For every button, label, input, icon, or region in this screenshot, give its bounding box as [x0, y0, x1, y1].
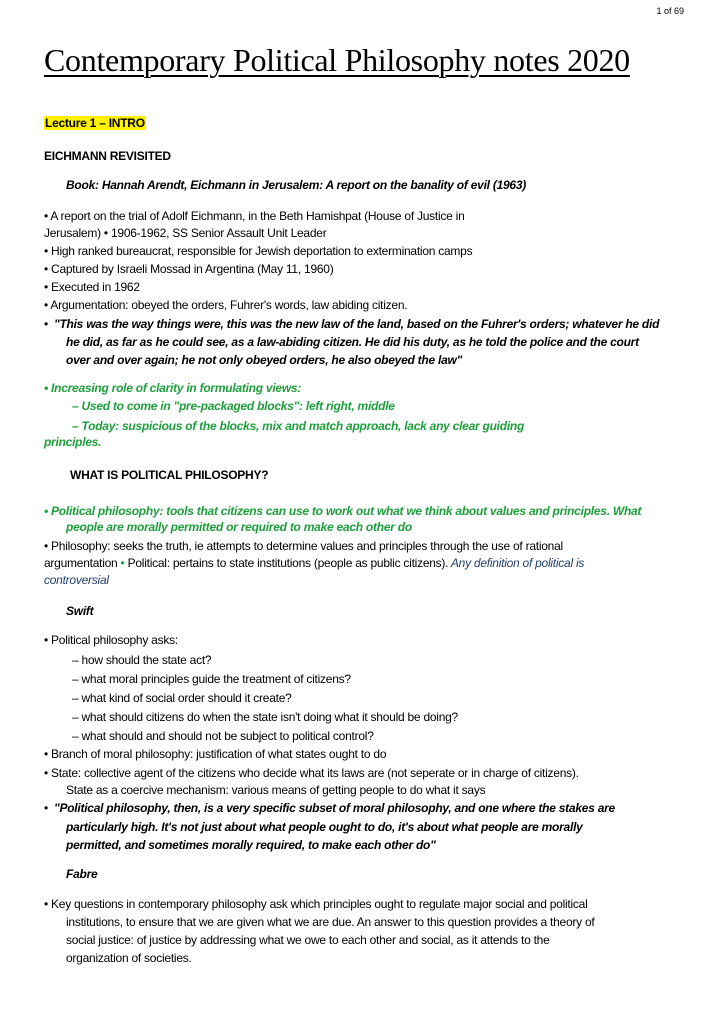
quote-bullet: •	[44, 801, 48, 815]
list-item: • Argumentation: obeyed the orders, Fuhrer's words, law abiding citizen.	[44, 298, 408, 312]
question-item: – what should citizens do when the state isn't doing what it should be doing?	[72, 710, 458, 724]
argumentation-text: argumentation	[44, 556, 118, 570]
swift-quote-line: permitted, and sometimes morally required, to make each other do"	[66, 838, 436, 852]
list-item: institutions, to ensure that we are given what we are due. An answer to this question provides a theory of	[66, 915, 595, 929]
controversial-note: Any definition of political is	[448, 556, 585, 570]
eichmann-quote-line: "This was the way things were, this was the new law of the land, based on the Fuhrer's orders; whatever he did	[54, 317, 660, 331]
question-item: – how should the state act?	[72, 653, 212, 667]
list-item: • Political philosophy asks:	[44, 633, 178, 647]
list-item: • A report on the trial of Adolf Eichmann, in the Beth Hamishpat (House of Justice in	[44, 209, 465, 223]
subheading-swift: Swift	[66, 604, 94, 618]
list-item: • Captured by Israeli Mossad in Argentina (May 11, 1960)	[44, 262, 334, 276]
list-item: organization of societies.	[66, 951, 192, 965]
green-note-line: • Increasing role of clarity in formulating views:	[44, 381, 302, 395]
quote-bullet: •	[44, 317, 48, 331]
philosophy-definition: • Philosophy: seeks the truth, ie attempts to determine values and principles through the use of rational	[44, 539, 563, 553]
green-definition-line: people are morally permitted or required to make each other do	[66, 520, 412, 534]
question-item: – what moral principles guide the treatment of citizens?	[72, 672, 351, 686]
book-reference: Book: Hannah Arendt, Eichmann in Jerusalem: A report on the banality of evil (1963)	[66, 178, 527, 192]
swift-quote-line: particularly high. It's not just about what people ought to do, it's about what people are morally	[66, 820, 583, 834]
list-item: State as a coercive mechanism: various means of getting people to do what it says	[66, 783, 486, 797]
lecture-label: Lecture 1 – INTRO	[45, 116, 145, 130]
list-item: • High ranked bureaucrat, responsible for Jewish deportation to extermination camps	[44, 244, 473, 258]
green-note-line: principles.	[44, 435, 102, 449]
section-heading-political-philosophy: WHAT IS POLITICAL PHILOSOPHY?	[70, 468, 269, 482]
bullet-glyph: •	[117, 556, 128, 570]
eichmann-quote-line: he did, as far as he could see, as a law-abiding citizen. He did his duty, as he told the police and the court	[66, 335, 639, 349]
green-note-line: – Used to come in "pre-packaged blocks": left right, middle	[72, 399, 395, 413]
list-item: Jerusalem) • 1906-1962, SS Senior Assault Unit Leader	[44, 226, 327, 240]
political-definition	[44, 555, 584, 571]
green-definition-line: • Political philosophy: tools that citizens can use to work out what we think about values and principles. What	[44, 504, 642, 518]
list-item: • State: collective agent of the citizens who decide what its laws are (not seperate or in charge of citizens).	[44, 766, 579, 780]
lecture-heading	[44, 115, 146, 131]
question-item: – what kind of social order should it create?	[72, 691, 292, 705]
subheading-fabre: Fabre	[66, 867, 98, 881]
list-item: • Executed in 1962	[44, 280, 140, 294]
document-title: Contemporary Political Philosophy notes 2020	[44, 42, 630, 78]
eichmann-quote-line: over and over again; he not only obeyed orders, he also obeyed the law"	[66, 353, 463, 367]
swift-quote-line: "Political philosophy, then, is a very specific subset of moral philosophy, and one where the stakes are	[54, 801, 615, 815]
section-heading-eichmann: EICHMANN REVISITED	[44, 149, 171, 163]
page-number: 1 of 69	[656, 6, 684, 16]
list-item: • Branch of moral philosophy: justification of what states ought to do	[44, 747, 387, 761]
controversial-note-cont: controversial	[44, 573, 109, 587]
question-item: – what should and should not be subject to political control?	[72, 729, 374, 743]
green-note-line: – Today: suspicious of the blocks, mix and match approach, lack any clear guiding	[72, 419, 525, 433]
list-item: social justice: of justice by addressing what we owe to each other and social, as it attends to the	[66, 933, 550, 947]
list-item: • Key questions in contemporary philosophy ask which principles ought to regulate major social and political	[44, 897, 588, 911]
political-text: Political: pertains to state institutions (people as public citizens).	[127, 556, 449, 570]
